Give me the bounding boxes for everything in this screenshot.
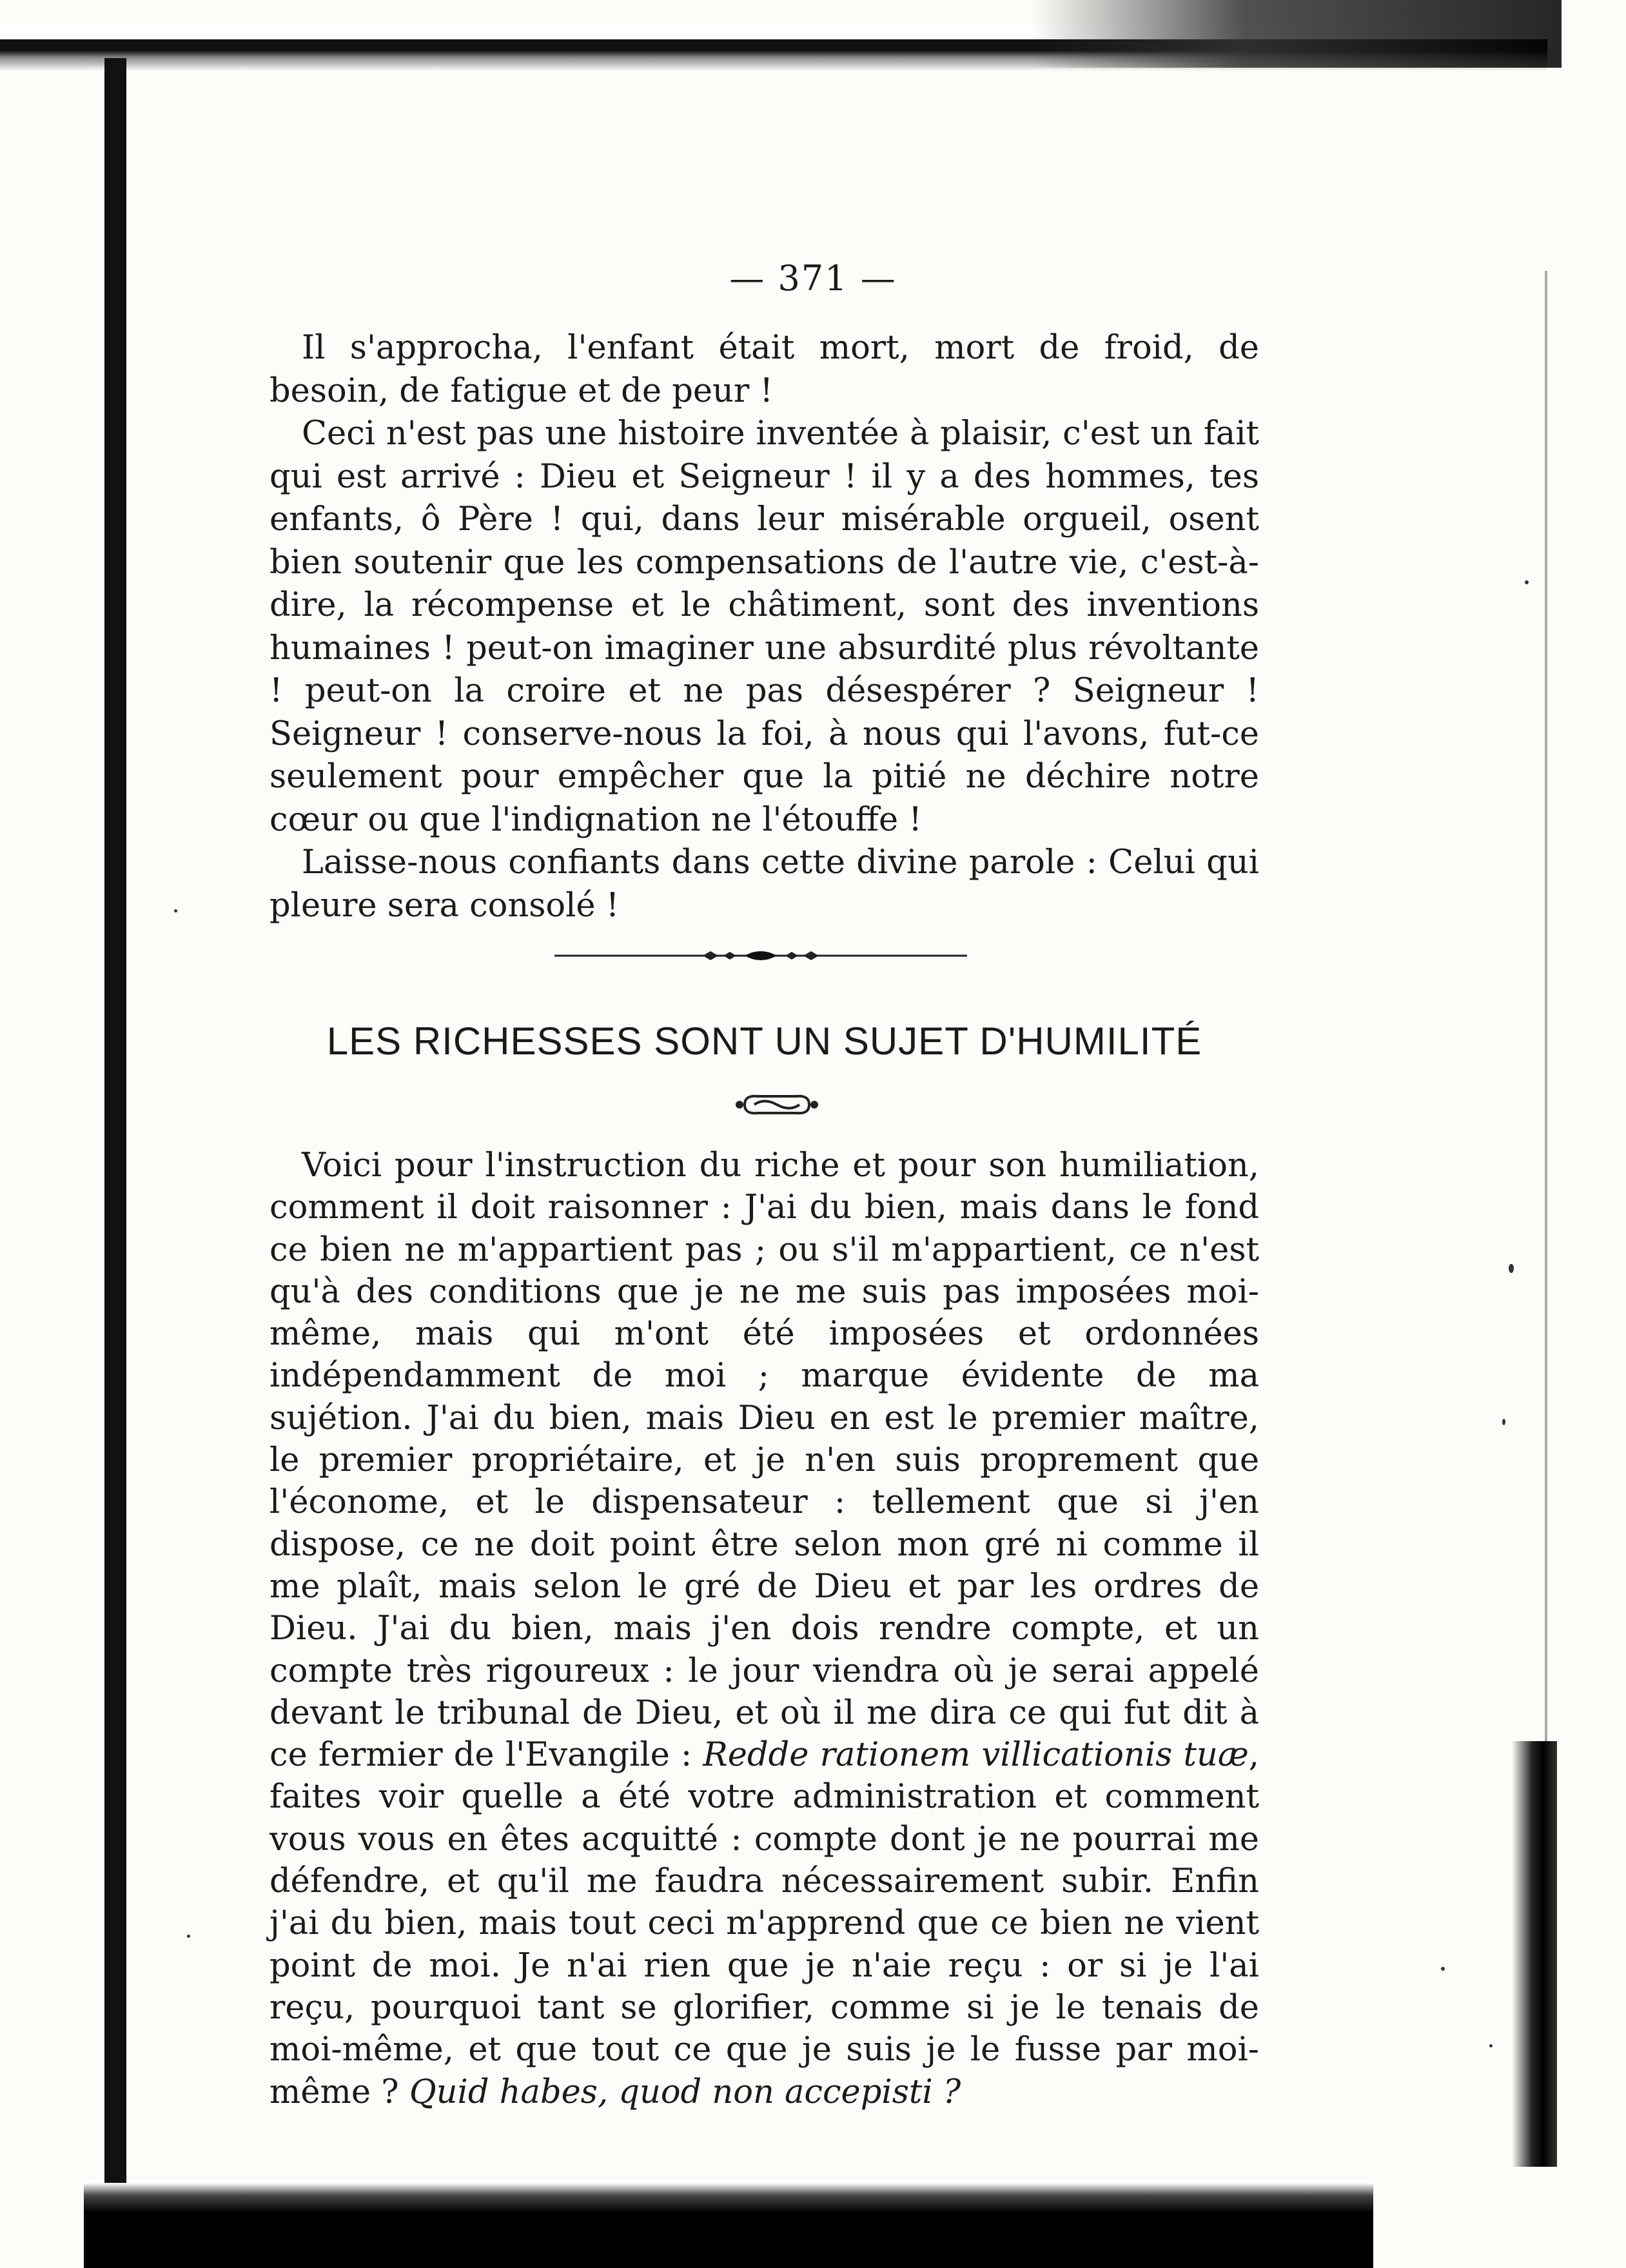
page-number: — 371 — (729, 258, 897, 299)
paragraph: Laisse-nous confiants dans cette divine parole : Celui qui pleure sera consolé ! (269, 843, 1259, 925)
scan-bottom-shadow (84, 2183, 1373, 2268)
latin-quote: Redde rationem villicationis tuæ (703, 1736, 1249, 1775)
section-title: LES RICHESSES SONT UN SUJET D'HUMILITÉ (326, 1020, 1202, 1063)
scan-left-binding-shadow (104, 58, 126, 2268)
scan-speck (1502, 1419, 1505, 1425)
scan-speck (1509, 1264, 1514, 1273)
title-ornament (732, 1090, 822, 1119)
scan-speck (174, 909, 177, 912)
scan-speck (1525, 580, 1529, 584)
ornamental-divider (554, 943, 967, 969)
scan-right-shadow (1512, 1741, 1557, 2167)
paragraph: Ceci n'est pas une histoire inventée à plaisir, c'est un fait qui est arrivé : Dieu et Seigneur ! il y a des hommes, tes enfants, ô Père ! qui, dans leur misérable orgueil, osent bien soutenir que les compensations de l'autre vie, c'est-à-dire, la récompense et le châtiment, sont des inventions humaines ! peut-on imaginer une absurdité plus révoltante ! peut-on la croire et ne pas désespérer ? Seigneur ! Seigneur ! conserve-nous la foi, à nous qui l'avons, fut-ce seulement pour empêcher que la pitié ne déchire notre cœur ou que l'indignation ne l'étouffe ! (269, 415, 1259, 839)
scan-top-shadow (1032, 0, 1562, 68)
body-text: , faites voir quelle a été votre administration et comment vous vous en êtes acquitté : compte dont je ne pourrai me défendre, et qu'il me faudra nécessairement subir. Enfin j'ai du bien, mais tout ceci m'apprend que ce bien ne vient point de moi. Je n'ai rien que je n'aie reçu : or si je l'ai reçu, pourquoi tant se glorifier, comme si je le tenais de moi-même, et que tout ce que je suis je le fusse par moi-même ? (269, 1736, 1259, 2111)
scan-right-rule (1545, 271, 1547, 1922)
scan-speck (1441, 1967, 1445, 1971)
paragraph: Il s'approcha, l'enfant était mort, mort de froid, de besoin, de fatigue et de peur ! (269, 329, 1259, 410)
scan-speck (1489, 2044, 1493, 2047)
scan-speck (187, 1935, 190, 1938)
section-body (269, 1145, 1259, 2113)
body-text: Voici pour l'instruction du riche et pour son humiliation, comment il doit raisonner : J'ai du bien, mais dans le fond ce bien ne m'appartient pas ; ou s'il m'appartient, ce n'est qu'à des conditions que je ne me suis pas imposées moi-même, mais qui m'ont été imposées et ordonnées indépendamment de moi ; marque évidente de ma sujétion. J'ai du bien, mais Dieu en est le premier maître, le premier propriétaire, et je n'en suis proprement que l'économe, et le dispensateur : tellement que si j'en dispose, ce ne doit point être selon mon gré ni comme il me plaît, mais selon le gré de Dieu et par les ordres de Dieu. J'ai du bien, mais j'en dois rendre compte, et un compte très rigoureux : le jour viendra où je serai appelé devant le tribunal de Dieu, et où il me dira ce qui fut dit à ce fermier de l'Evangile : (269, 1147, 1259, 1775)
latin-quote: Quid habes, quod non accepisti ? (409, 2073, 961, 2111)
paragraph (269, 1145, 1259, 2113)
intro-text-block (269, 327, 1259, 927)
